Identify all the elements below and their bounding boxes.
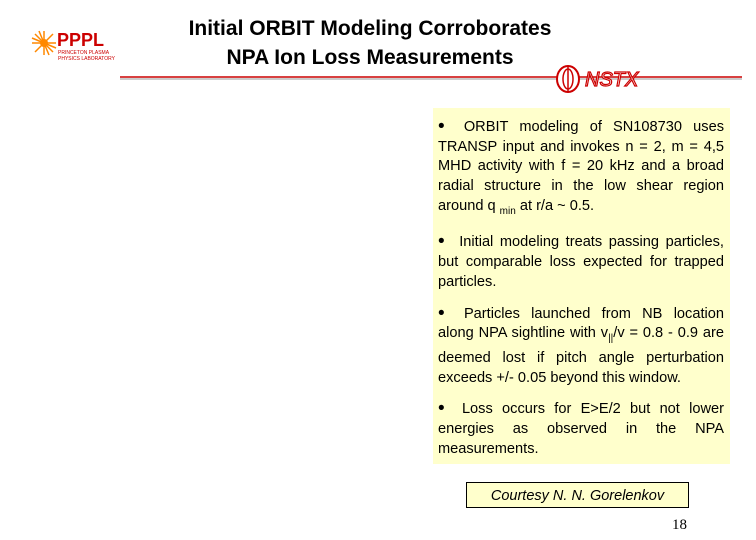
bullet-list (438, 116, 724, 469)
nstx-logo-text: NSTX (585, 69, 639, 91)
bullet-item: • Particles launched from NB location along NPA sightline with $v_{||}/v = 0.8 - 0.9$ are deemed lost if pitch angle perturbation exceeds +/- 0.05 beyond this window. (438, 302, 724, 386)
bullet-icon: • (438, 302, 445, 324)
svg-text:PHYSICS LABORATORY: PHYSICS LABORATORY (58, 56, 115, 62)
nstx-emblem-icon (557, 66, 579, 92)
title-line-1: Initial ORBIT Modeling Corroborates (188, 17, 552, 40)
pppl-logo-text: PPPL (57, 30, 105, 50)
pppl-logo (30, 26, 120, 66)
slide-title (160, 14, 580, 72)
page-number: 18 (672, 517, 687, 533)
bullet-icon: • (438, 398, 445, 420)
sunburst-icon (32, 31, 56, 55)
bullet-icon: • (438, 231, 445, 253)
bullet-icon: • (438, 116, 445, 137)
svg-text:PRINCETON PLASMA: PRINCETON PLASMA (58, 50, 110, 56)
bullet-item: • Initial modeling treats passing particles, but comparable loss expected for trapped particles. (438, 231, 724, 290)
nstx-logo (555, 62, 665, 96)
courtesy-box: Courtesy N. N. Gorelenkov (466, 482, 689, 508)
title-line-2: NPA Ion Loss Measurements (226, 46, 514, 69)
bullet-item: • ORBIT modeling of SN108730 uses TRANSP input and invokes n = 2, m = 4,5 MHD activity with f = 20 kHz and a broad radial structure in the low shear region around q $_{min}$ at r/a ~ 0.5. (438, 116, 724, 217)
bullet-item: • Loss occurs for E>E/2 but not lower energies as observed in the NPA measurements. (438, 398, 724, 457)
